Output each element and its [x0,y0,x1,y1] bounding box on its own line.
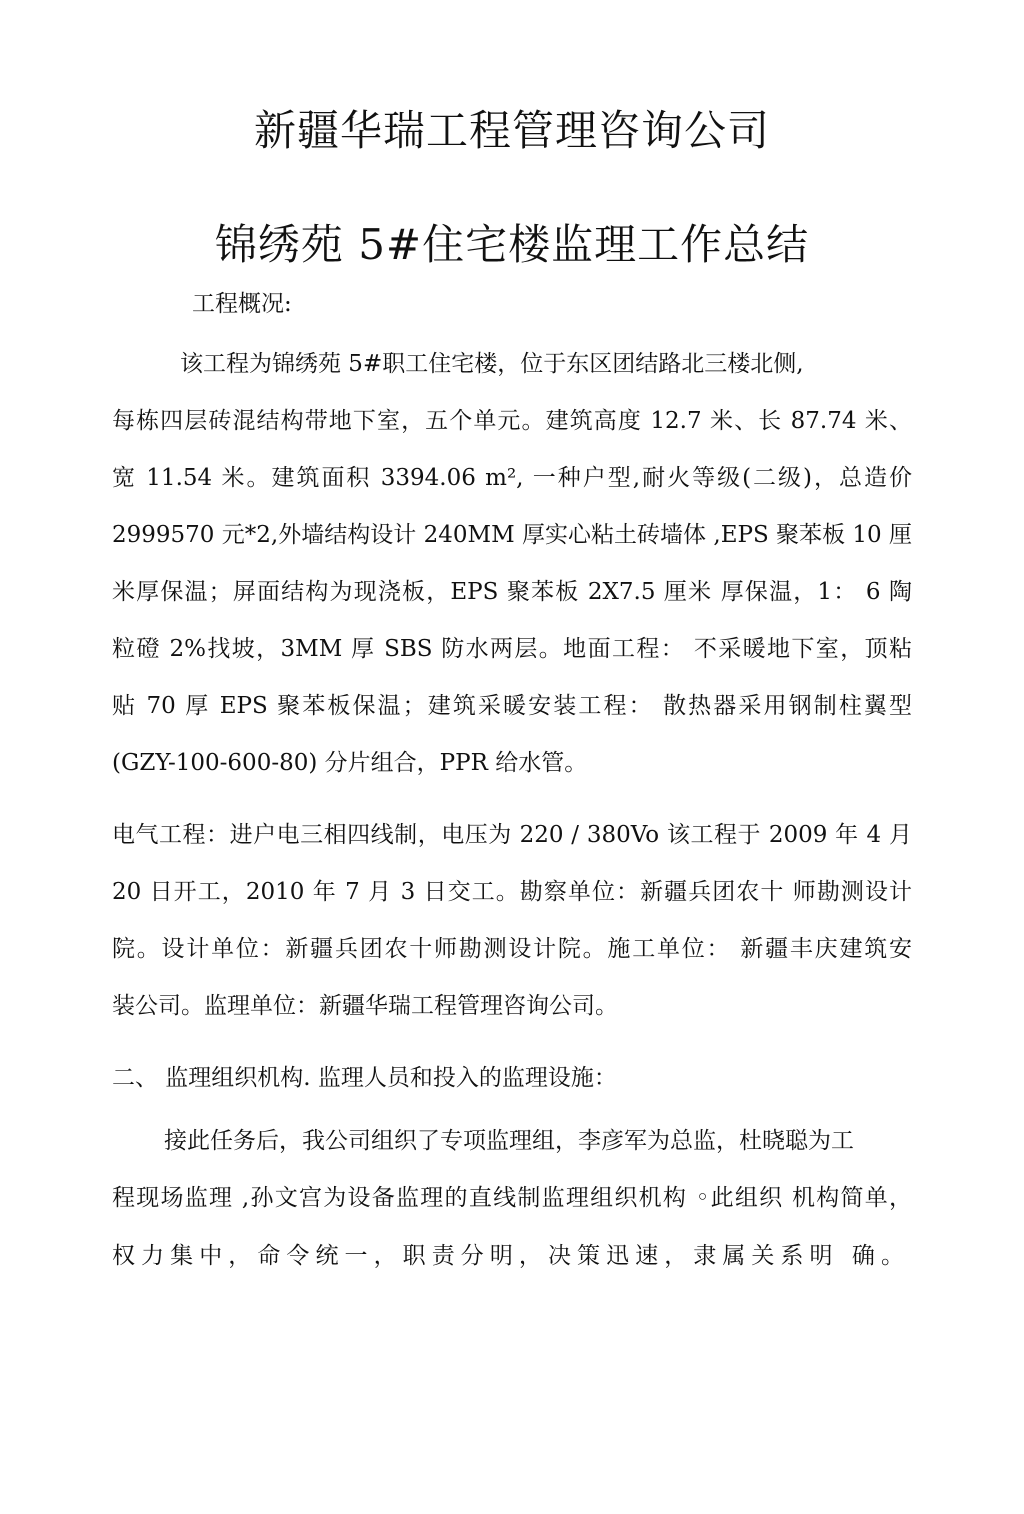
paragraph-line: 电气工程：进户电三相四线制，电压为 220 / 380Vo 该工程于 2009 年 4 月 [112,822,912,848]
section-heading-organization: 二、 监理组织机构. 监理人员和投入的监理设施： [112,1065,617,1091]
paragraph-line: 粒磴 2%找坡，3MM 厚 SBS 防水两层。地面工程： 不采暖地下室，顶粘 [112,636,912,662]
document-title: 新疆华瑞工程管理咨询公司 [253,106,770,155]
paragraph-line: 贴 70 厚 EPS 聚苯板保温；建筑采暖安装工程： 散热器采用钢制柱翼型 [112,693,912,719]
document-subtitle: 锦绣苑 5#住宅楼监理工作总结 [214,220,810,269]
section-heading-overview: 工程概况: [192,291,292,317]
paragraph-line: 每栋四层砖混结构带地下室，五个单元。建筑高度 12.7 米、长 87.74 米、 [112,408,912,434]
paragraph-line: 院。设计单位：新疆兵团农十师勘测设计院。施工单位： 新疆丰庆建筑安 [112,936,912,962]
paragraph-line: 米厚保温；屏面结构为现浇板，EPS 聚苯板 2X7.5 厘米 厚保温，1： 6 陶 [112,579,912,605]
paragraph-line: 宽 11.54 米。建筑面积 3394.06 m², 一种户型,耐火等级(二级)，总造价 [112,465,912,491]
paragraph-line: 装公司。监理单位：新疆华瑞工程管理咨询公司。 [112,993,618,1019]
paragraph-line: 程现场监理 ,孙文宫为设备监理的直线制监理组织机构 ◦此组织 机构简单， [112,1185,912,1211]
paragraph-line: 权力集中，命令统一，职责分明，决策迅速，隶属关系明 确。 [112,1243,904,1269]
paragraph-line: 该工程为锦绣苑 5#职工住宅楼，位于东区团结路北三楼北侧, [180,351,804,377]
paragraph-line: (GZY-100-600-80) 分片组合，PPR 给水管。 [112,750,588,776]
paragraph-line: 接此任务后，我公司组织了专项监理组，李彦军为总监，杜晓聪为工 [164,1128,854,1154]
paragraph-line: 2999570 元*2,外墙结构设计 240MM 厚实心粘土砖墙体 ,EPS 聚苯板 10 厘 [112,522,912,548]
paragraph-line: 20 日开工，2010 年 7 月 3 日交工。勘察单位：新疆兵团农十 师勘测设计 [112,879,912,905]
